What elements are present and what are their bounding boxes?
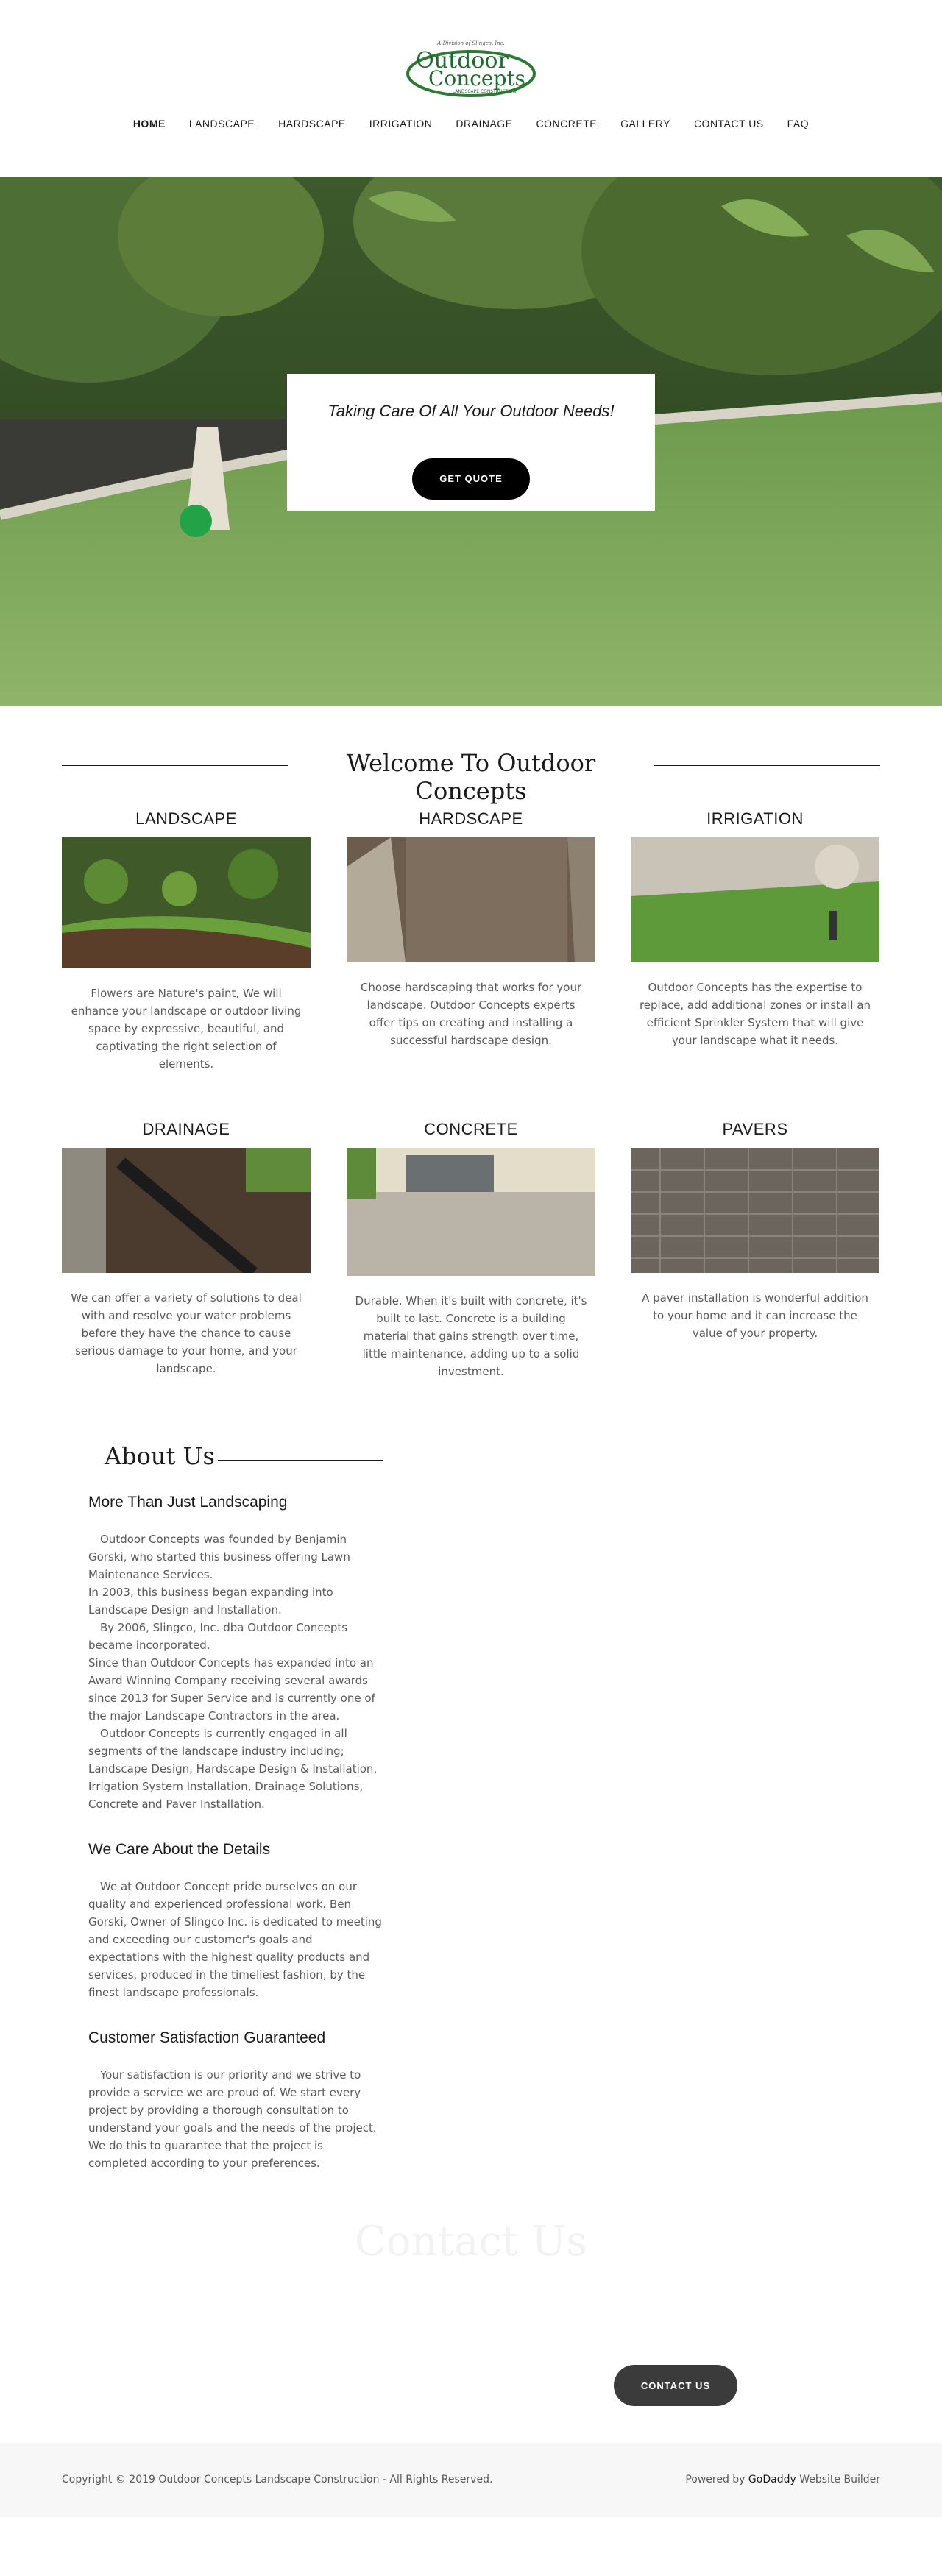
hero-section <box>0 177 942 706</box>
get-quote-button[interactable]: GET QUOTE <box>412 458 530 500</box>
about-paragraph: By 2006, Slingco, Inc. dba Outdoor Concepts became incorporated. <box>88 1621 348 1652</box>
contact-ghost-title: Contact Us <box>354 2218 588 2265</box>
hero-tagline: Taking Care Of All Your Outdoor Needs! <box>327 402 615 420</box>
site-footer <box>0 2443 942 2517</box>
powered-prefix: Powered by <box>685 2474 748 2485</box>
about-paragraph: Since than Outdoor Concepts has expanded into an Award Winning Company receiving several awards since 2013 for Super Service and is currently one of the major Landscape Contractors in the area. <box>88 1656 375 1722</box>
about-section <box>0 1398 942 2193</box>
powered-suffix: Website Builder <box>796 2474 880 2485</box>
service-title: HARDSCAPE <box>419 809 523 828</box>
contact-section <box>0 2193 942 2443</box>
about-paragraph: In 2003, this business began expanding into Landscape Design and Installation. <box>88 1586 333 1617</box>
quote-card <box>287 374 655 511</box>
service-drainage <box>62 1120 311 1377</box>
about-divider <box>218 1460 383 1461</box>
about-block <box>88 1841 383 2001</box>
about-heading: More Than Just Landscaping <box>88 1494 288 1511</box>
service-title: DRAINAGE <box>142 1120 230 1138</box>
service-text: Outdoor Concepts has the expertise to replace, add additional zones or install an efficient Sprinkler System that will give your landscape what it needs. <box>639 981 871 1047</box>
service-text: We can offer a variety of solutions to deal with and resolve your water problems before they have the chance to cause serious damage to your home, and your landscape. <box>71 1291 302 1375</box>
service-text: A paver installation is wonderful addition to your home and it can increase the value of your property. <box>642 1291 868 1340</box>
copyright-text: Copyright © 2019 Outdoor Concepts Landscape Construction - All Rights Reserved. <box>62 2474 493 2485</box>
about-paragraph: Outdoor Concepts was founded by Benjamin Gorski, who started this business offering Lawn Maintenance Services. <box>88 1533 350 1581</box>
service-title: IRRIGATION <box>706 809 804 828</box>
service-text: Flowers are Nature's paint, We will enhance your landscape or outdoor living space by expressive, beautiful, and captivating the right selection of elements. <box>71 987 302 1071</box>
powered-by <box>685 2474 880 2485</box>
about-heading: We Care About the Details <box>88 1841 271 1858</box>
nav-concrete[interactable]: CONCRETE <box>536 118 598 129</box>
nav-drainage[interactable]: DRAINAGE <box>456 118 513 129</box>
outdoor-concepts-logo[interactable] <box>405 37 537 100</box>
landscape-image <box>62 837 311 968</box>
welcome-header <box>0 706 942 809</box>
about-block <box>88 2029 383 2172</box>
nav-home[interactable]: HOME <box>132 118 166 129</box>
hardscape-image <box>347 837 595 962</box>
service-text: Choose hardscaping that works for your landscape. Outdoor Concepts experts offer tips on creating and installing a successful hardscape design. <box>360 981 582 1047</box>
service-irrigation <box>631 809 879 1049</box>
concrete-image <box>347 1148 595 1276</box>
nav-gallery[interactable]: GALLERY <box>620 118 670 129</box>
site-header <box>0 0 942 177</box>
nav-contact-us[interactable]: CONTACT US <box>693 118 764 129</box>
service-title: LANDSCAPE <box>135 809 237 828</box>
service-title: CONCRETE <box>424 1120 518 1138</box>
about-paragraph: Outdoor Concepts is currently engaged in all segments of the landscape industry including; Landscape Design, Hardscape Design & Installation, Irrigation System Installation, Drainage Solutions, Concrete and Paver Installation. <box>88 1727 378 1811</box>
welcome-title: Welcome To Outdoor Concepts <box>346 749 596 805</box>
pavers-image <box>631 1148 879 1273</box>
about-paragraph: Your satisfaction is our priority and we strive to provide a service we are proud of. We start every project by providing a thorough consultation to understand your goals and the needs of the project. We do this to guarantee that the project is completed according to your preferences. <box>88 2068 377 2170</box>
about-paragraph: We at Outdoor Concept pride ourselves on our quality and experienced professional work. Ben Gorski, Owner of Slingco Inc. is dedicated to meeting and exceeding our customer's goals and expectations with the highest quality products and services, produced in the timeliest fashion, by the finest landscape professionals. <box>88 1880 382 1999</box>
irrigation-image <box>631 837 879 962</box>
main-nav <box>0 118 942 129</box>
logo-line2: Concepts <box>428 66 526 91</box>
divider-right <box>654 765 880 766</box>
service-title: PAVERS <box>722 1120 788 1138</box>
godaddy-link[interactable]: GoDaddy <box>748 2474 796 2485</box>
about-title: About Us <box>105 1442 215 1470</box>
about-block <box>88 1494 383 1813</box>
service-text: Durable. When it's built with concrete, it's built to last. Concrete is a building material that gains strength over time, little maintenance, adding up to a solid investment. <box>355 1294 587 1378</box>
logo-line1: Outdoor <box>416 48 509 74</box>
services-grid <box>0 809 942 1398</box>
divider-left <box>62 765 288 766</box>
logo-tagline: A Division of Slingco, Inc. <box>437 40 505 46</box>
nav-hardscape[interactable]: HARDSCAPE <box>278 118 346 129</box>
service-hardscape <box>347 809 595 1049</box>
logo-sub: LANDSCAPE CONSTRUCTION <box>452 89 517 94</box>
contact-us-button[interactable]: CONTACT US <box>614 2365 737 2406</box>
service-pavers <box>631 1120 879 1342</box>
service-concrete <box>347 1120 595 1380</box>
drainage-image <box>62 1148 311 1273</box>
nav-landscape[interactable]: LANDSCAPE <box>188 118 255 129</box>
nav-irrigation[interactable]: IRRIGATION <box>369 118 433 129</box>
about-heading: Customer Satisfaction Guaranteed <box>88 2029 326 2046</box>
nav-faq[interactable]: FAQ <box>787 118 810 129</box>
about-content <box>88 1494 383 2200</box>
service-landscape <box>62 809 311 1073</box>
